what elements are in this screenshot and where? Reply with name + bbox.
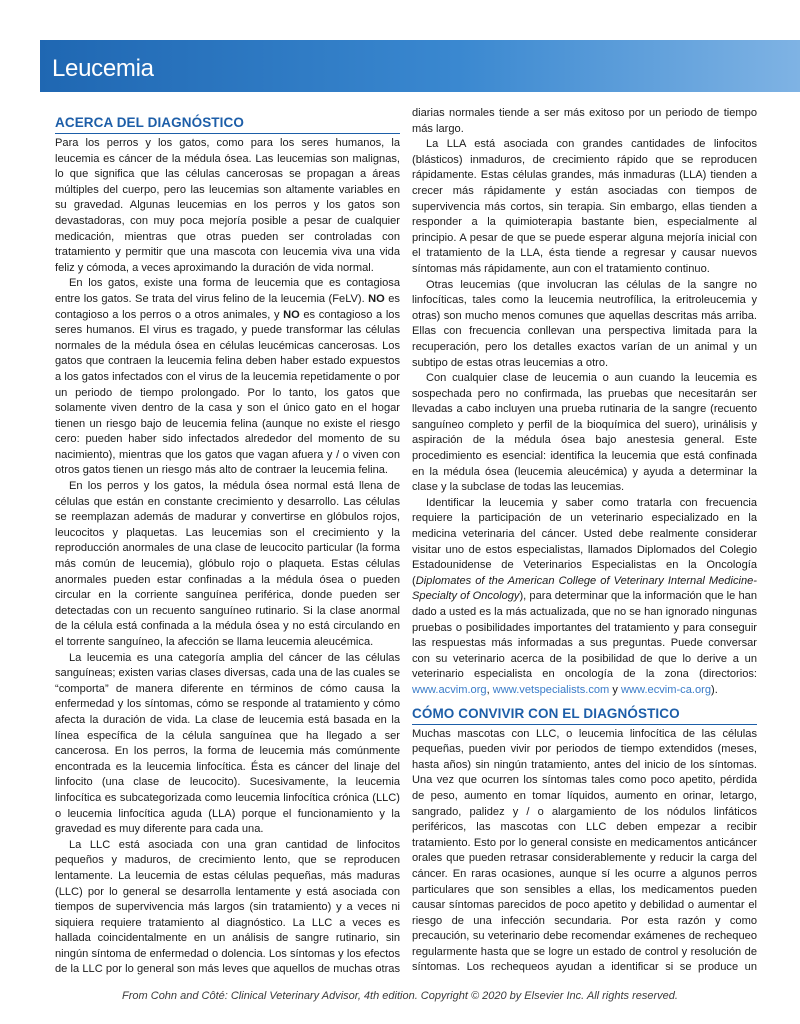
footer-copyright: From Cohn and Côté: Clinical Veterinary Advisor, 4th edition. Copyright © 2020 by Elsevier Inc. All rights reserved. bbox=[122, 990, 678, 1002]
paragraph: La LLC está asociada con una gran cantidad de linfocitos pequeños y maduros, de crecimiento lento, que se reproducen lentamente. La leucemia de estas células pequeñas, más maduras (LLC) por lo general se desarrolla lentamente y está asociada con tiempos de supervivencia más largos (sin tratamiento) y a veces ni siquiera requiere tratamiento al diagnóstico. La LLC a veces es hallada coincidentalmente en un análisis de sangre rutinario, sin ningún síntoma de enfermedad o dolencia. Los síntomas y los efectos de la LLC por lo general son más leves que aquellos de muchas otras bbox=[55, 838, 400, 976]
paragraph: Para los perros y los gatos, como para los seres humanos, la leucemia es cáncer de la médula ósea. Las leucemias son malignas, lo que significa que las células cancerosas se propagan a áreas múltiples del cuerpo, pero las leucemias son altamente variables en su gravedad. Algunas leucemias en los perros y los gatos son devastadoras, con muy poca mejoría posible a pesar de cualquier medicación, mientras que otras pueden ser controladas con tratamiento y permitir que una mascota con leucemia viva una vida feliz y cómoda, a veces aproximando la duración de vida normal. bbox=[55, 137, 400, 274]
text: En los gatos, existe una forma de leucemia que es contagiosa entre los gatos. Se trata del virus felino de la leucemia (FeLV). bbox=[55, 277, 400, 305]
paragraph-specialists bbox=[412, 496, 757, 699]
text: y bbox=[609, 683, 622, 696]
text: es contagioso a los perros o a otros animales, y bbox=[55, 292, 400, 321]
paragraph: En los perros y los gatos, la médula ósea normal está llena de células que están en constante crecimiento y desarrollo. Las células se reemplazan además de madurar y convertirse en glóbulos rojos, leucocitos y plaquetas. Las leucemias son el crecimiento y la reproducción anormales de una clase de leucocito particular (la forma más común de leucemia), glóbulo rojo o plaqueta. Estas células anormales pueden estar confinadas a la médula ósea o pueden circular en la corriente sanguínea periférica, donde pueden ser detectadas con un recuento sanguíneo rutinario. Si la clase anormal de la célula está confinada a la médula ósea y no está circulando en el torrente sanguíneo, la afección se llama leucemia aleucémica. bbox=[55, 480, 400, 648]
link-vetspecialists[interactable]: www.vetspecialists.com bbox=[492, 683, 610, 696]
text: , bbox=[486, 683, 493, 696]
paragraph: Otras leucemias (que involucran las células de la sangre no linfocíticas, tales como la leucemia neutrofílica, la eritroleucemia y otras) son mucho menos comunes que aquellas descritas más arriba. Ellas con frecuencia conllevan una perspectiva limitada para la recuperación, pero los detalles exactos varían de un animal y un subtipo de estas otras leucemias a otro. bbox=[412, 278, 757, 369]
text: es contagioso a los seres humanos. El virus es tragado, y puede transformar las células normales de la médula ósea en células leucémicas cancerosas. Los gatos que contraen la leucemia felina deben haber estado expuestos a los gatos infectados con el virus de la leucemia repetidamente o por un periodo de tiempo prolongado. Por lo tanto, los gatos que solamente viven dentro de la casa y son el único gato en el hogar tienen un riesgo bajo de leucemia felina (aunque no existe el riesgo cero: pueden haber sido infectados alrededor del momento de su nacimiento), mientras que los gatos que vagan afuera y / o viven con otros gatos tienen un riesgo más alto de contraer la leucemia felina. bbox=[55, 308, 400, 477]
paragraph: La LLA está asociada con grandes cantidades de linfocitos (blásticos) inmaduros, de crecimiento rápido que se reproducen rápidamente. Estas células grandes, más inmaduras (LLA) tienden a crecer más rápidamente y están asociadas con tiempos de supervivencia más cortos, sin terapia. Sin embargo, ellas tienden a responder a la quimioterapia bastante bien, especialmente al principio. A pesar de que se puede esperar alguna mejoría inicial con el tratamiento de la LLA, ésta tiende a regresar y causar nuevos síntomas más rápidamente, aun con el tratamiento continuo. bbox=[412, 138, 757, 275]
left-column bbox=[55, 106, 400, 976]
link-acvim[interactable]: www.acvim.org bbox=[412, 683, 487, 696]
paragraph: La leucemia es una categoría amplia del cáncer de las células sanguíneas; existen varias clases diversas, cada una de las cuales se “comporta” de manera diferente en términos de cómo causa la enfermedad y los síntomas, cómo se responde al tratamiento y cómo afecta la duración de vida. La clase de leucemia está basada en la línea específica de la célula sanguínea que ha llegado a ser cancerosa. En los perros, la forma de leucemia más comúnmente encontrada es la leucemia linfocítica. Ésta es cáncer del linaje del linfocito (una clase de leucocito). Sucesivamente, la leucemia linfocítica es subcategorizada como leucemia linfocítica crónica (LLC) o leucemia linfocítica aguda (LLA) porque el funcionamiento y la gravedad es muy diferente para cada una. bbox=[55, 651, 400, 836]
section-heading-living: CÓMO CONVIVIR CON EL DIAGNÓSTICO bbox=[412, 705, 757, 725]
paragraph-felv bbox=[55, 276, 400, 479]
emphasis-no: NO bbox=[368, 292, 385, 305]
page-title: Leucemia bbox=[52, 55, 154, 82]
paragraph: Muchas mascotas con LLC, o leucemia linfocítica de las células pequeñas, pueden vivir por periodos de tiempo extendidos (meses, hasta años) sin ningún tratamiento, antes del inicio de los síntomas. Una vez que ocurren los síntomas tales como poco apetito, pérdida de peso, aumento en tomar líquidos, aumento en orinar, letargo, sangrado, palidez y / o alargamiento de los nódulos linfáticos periféricos, las mascotas con LLC deben empezar a recibir tratamiento. Esto por lo general consiste en medicamentos anticáncer orales que pueden retrasar considerablemente y reducir la carga del cáncer. En raras ocasiones, aunque sí les ocurre a algunos perros particulares que son sensibles a ellas, los medicamentos pueden causar síntomas parecidos de poco apetito y debilidad o aumentar el riesgo de una infección secundaria. Por esta razón y como precaución, su veterinario debe recomendar exámenes de rechequeo regularmente hasta que se logre un estado de control y resolución de síntomas. Los rechequeos ayudan a identificar si se produce un bbox=[412, 727, 757, 974]
paragraph: diarias normales tiende a ser más exitoso por un periodo de tiempo más largo. bbox=[412, 107, 757, 135]
link-ecvim[interactable]: www.ecvim-ca.org bbox=[621, 683, 712, 696]
right-column bbox=[412, 106, 757, 976]
text: Identificar la leucemia y saber como tratarla con frecuencia requiere la participación de un veterinario especializado en la medicina veterinaria del cáncer. Usted debe realmente considerar visitar uno de estos especialistas, llamados Diplomados del Colegio Estadounidense de Veterinarios Especialistas en la Oncología ( bbox=[412, 496, 757, 587]
paragraph: Con cualquier clase de leucemia o aun cuando la leucemia es sospechada pero no confirmada, las pruebas que necesitarán ser llevadas a cabo incluyen una prueba rutinaria de la sangre (recuento sanguíneo completo y perfil de la bioquímica del suero), urinálisis y aspiración de la médula ósea bajo anestesia general. Este procedimiento es esencial: identifica la leucemia que está confinada en la médula ósea (leucemia aleucémica) y ayuda a determinar la clase y la subclase de todas las leucemias. bbox=[412, 372, 757, 494]
emphasis-no: NO bbox=[283, 308, 300, 321]
section-heading-diagnosis: ACERCA DEL DIAGNÓSTICO bbox=[55, 114, 400, 134]
text: ), para determinar que la información que le han dado a usted es la más actualizada, que no se han ignorado ningunas pruebas o posibilidades importantes del tratamiento y para conseguir las respuestas más informadas a sus preguntas. Puede conversar con su veterinario acerca de la posibilidad de que lo derive a un veterinario especialista en oncología de la zona (directorios: bbox=[412, 590, 757, 681]
italic-title: Diplomates of the American College of Veterinary Internal Medicine-Specialty of Oncology bbox=[412, 574, 757, 603]
header-band bbox=[40, 40, 800, 92]
text: ). bbox=[711, 683, 718, 696]
